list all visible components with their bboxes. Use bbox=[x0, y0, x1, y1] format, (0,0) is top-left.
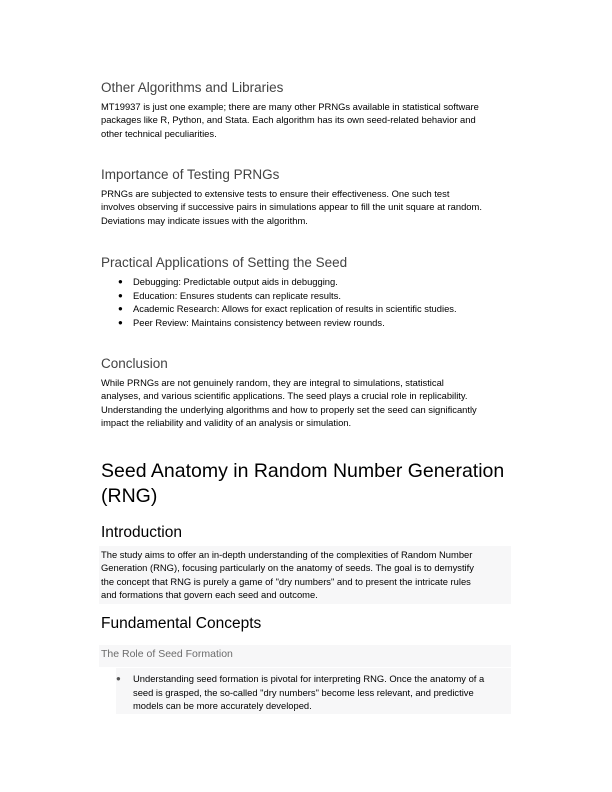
applications-list bbox=[101, 275, 513, 329]
text-line: other technical peculiarities. bbox=[101, 127, 217, 139]
text-line: impact the reliability and validity of an analysis or simulation. bbox=[101, 417, 352, 429]
bullet-icon: ● bbox=[118, 304, 123, 314]
text-line: analyses, and various scientific applications. The seed plays a crucial role in replicability. bbox=[101, 390, 468, 402]
text-line: Generation (RNG), focusing particularly on the anatomy of seeds. The goal is to demystify bbox=[101, 562, 474, 574]
title-line: Seed Anatomy in Random Number Generation bbox=[101, 460, 505, 482]
text-line: Understanding seed formation is pivotal for interpreting RNG. Once the anatomy of a bbox=[133, 673, 485, 684]
paragraph-conclusion bbox=[101, 376, 513, 430]
text-line: Understanding the underlying algorithms and how to properly set the seed can significantly bbox=[101, 403, 477, 415]
bullet-icon: ● bbox=[118, 290, 123, 300]
list-item bbox=[101, 672, 513, 713]
list-item-text: Peer Review: Maintains consistency between review rounds. bbox=[133, 316, 385, 328]
paragraph-other-algorithms bbox=[101, 100, 513, 140]
bullet-icon: ● bbox=[118, 277, 123, 286]
text-line: Deviations may indicate issues with the algorithm. bbox=[101, 214, 308, 226]
text-line: PRNGs are subjected to extensive tests to ensure their effectiveness. One such test bbox=[101, 188, 450, 199]
text-line: The study aims to offer an in-depth understanding of the complexities of Random Number bbox=[101, 549, 473, 560]
section-heading-introduction: Introduction bbox=[101, 524, 182, 541]
list-item-text: Debugging: Predictable output aids in debugging. bbox=[133, 276, 338, 287]
text-line: models can be more accurately developed. bbox=[133, 700, 312, 711]
section-heading-practical-applications: Practical Applications of Setting the Seed bbox=[101, 255, 348, 270]
text-line: MT19937 is just one example; there are many other PRNGs available in statistical software bbox=[101, 101, 479, 112]
bullet-icon: ● bbox=[116, 674, 121, 683]
text-line: involves observing if successive pairs in simulations appear to fill the unit square at random. bbox=[101, 201, 482, 213]
subheading-seed-formation: The Role of Seed Formation bbox=[101, 648, 233, 660]
list-item bbox=[101, 316, 513, 330]
text-line: the concept that RNG is purely a game of "dry numbers" and to present the intricate rules bbox=[101, 575, 471, 587]
list-item bbox=[101, 275, 513, 289]
text-line: and formations that govern each seed and outcome. bbox=[101, 589, 318, 601]
list-item bbox=[101, 302, 513, 316]
section-heading-conclusion: Conclusion bbox=[101, 356, 168, 371]
text-line: While PRNGs are not genuinely random, they are integral to simulations, statistical bbox=[101, 377, 444, 388]
section-heading-fundamental-concepts: Fundamental Concepts bbox=[101, 615, 262, 632]
text-line: packages like R, Python, and Stata. Each algorithm has its own seed-related behavior and bbox=[101, 114, 476, 126]
bullet-icon: ● bbox=[118, 317, 123, 327]
paragraph-introduction bbox=[101, 548, 513, 602]
title-line: (RNG) bbox=[101, 485, 158, 507]
seed-formation-list bbox=[101, 672, 513, 713]
section-heading-other-algorithms: Other Algorithms and Libraries bbox=[101, 80, 284, 95]
list-item-text: Academic Research: Allows for exact replication of results in scientific studies. bbox=[133, 303, 457, 315]
list-item-text: Education: Ensures students can replicate results. bbox=[133, 289, 341, 301]
text-line: seed is grasped, the so-called "dry numbers" become less relevant, and predictive bbox=[133, 686, 474, 698]
paragraph-testing-prngs bbox=[101, 187, 513, 227]
main-title bbox=[101, 459, 504, 509]
list-item bbox=[101, 289, 513, 303]
section-heading-testing-prngs: Importance of Testing PRNGs bbox=[101, 167, 280, 182]
